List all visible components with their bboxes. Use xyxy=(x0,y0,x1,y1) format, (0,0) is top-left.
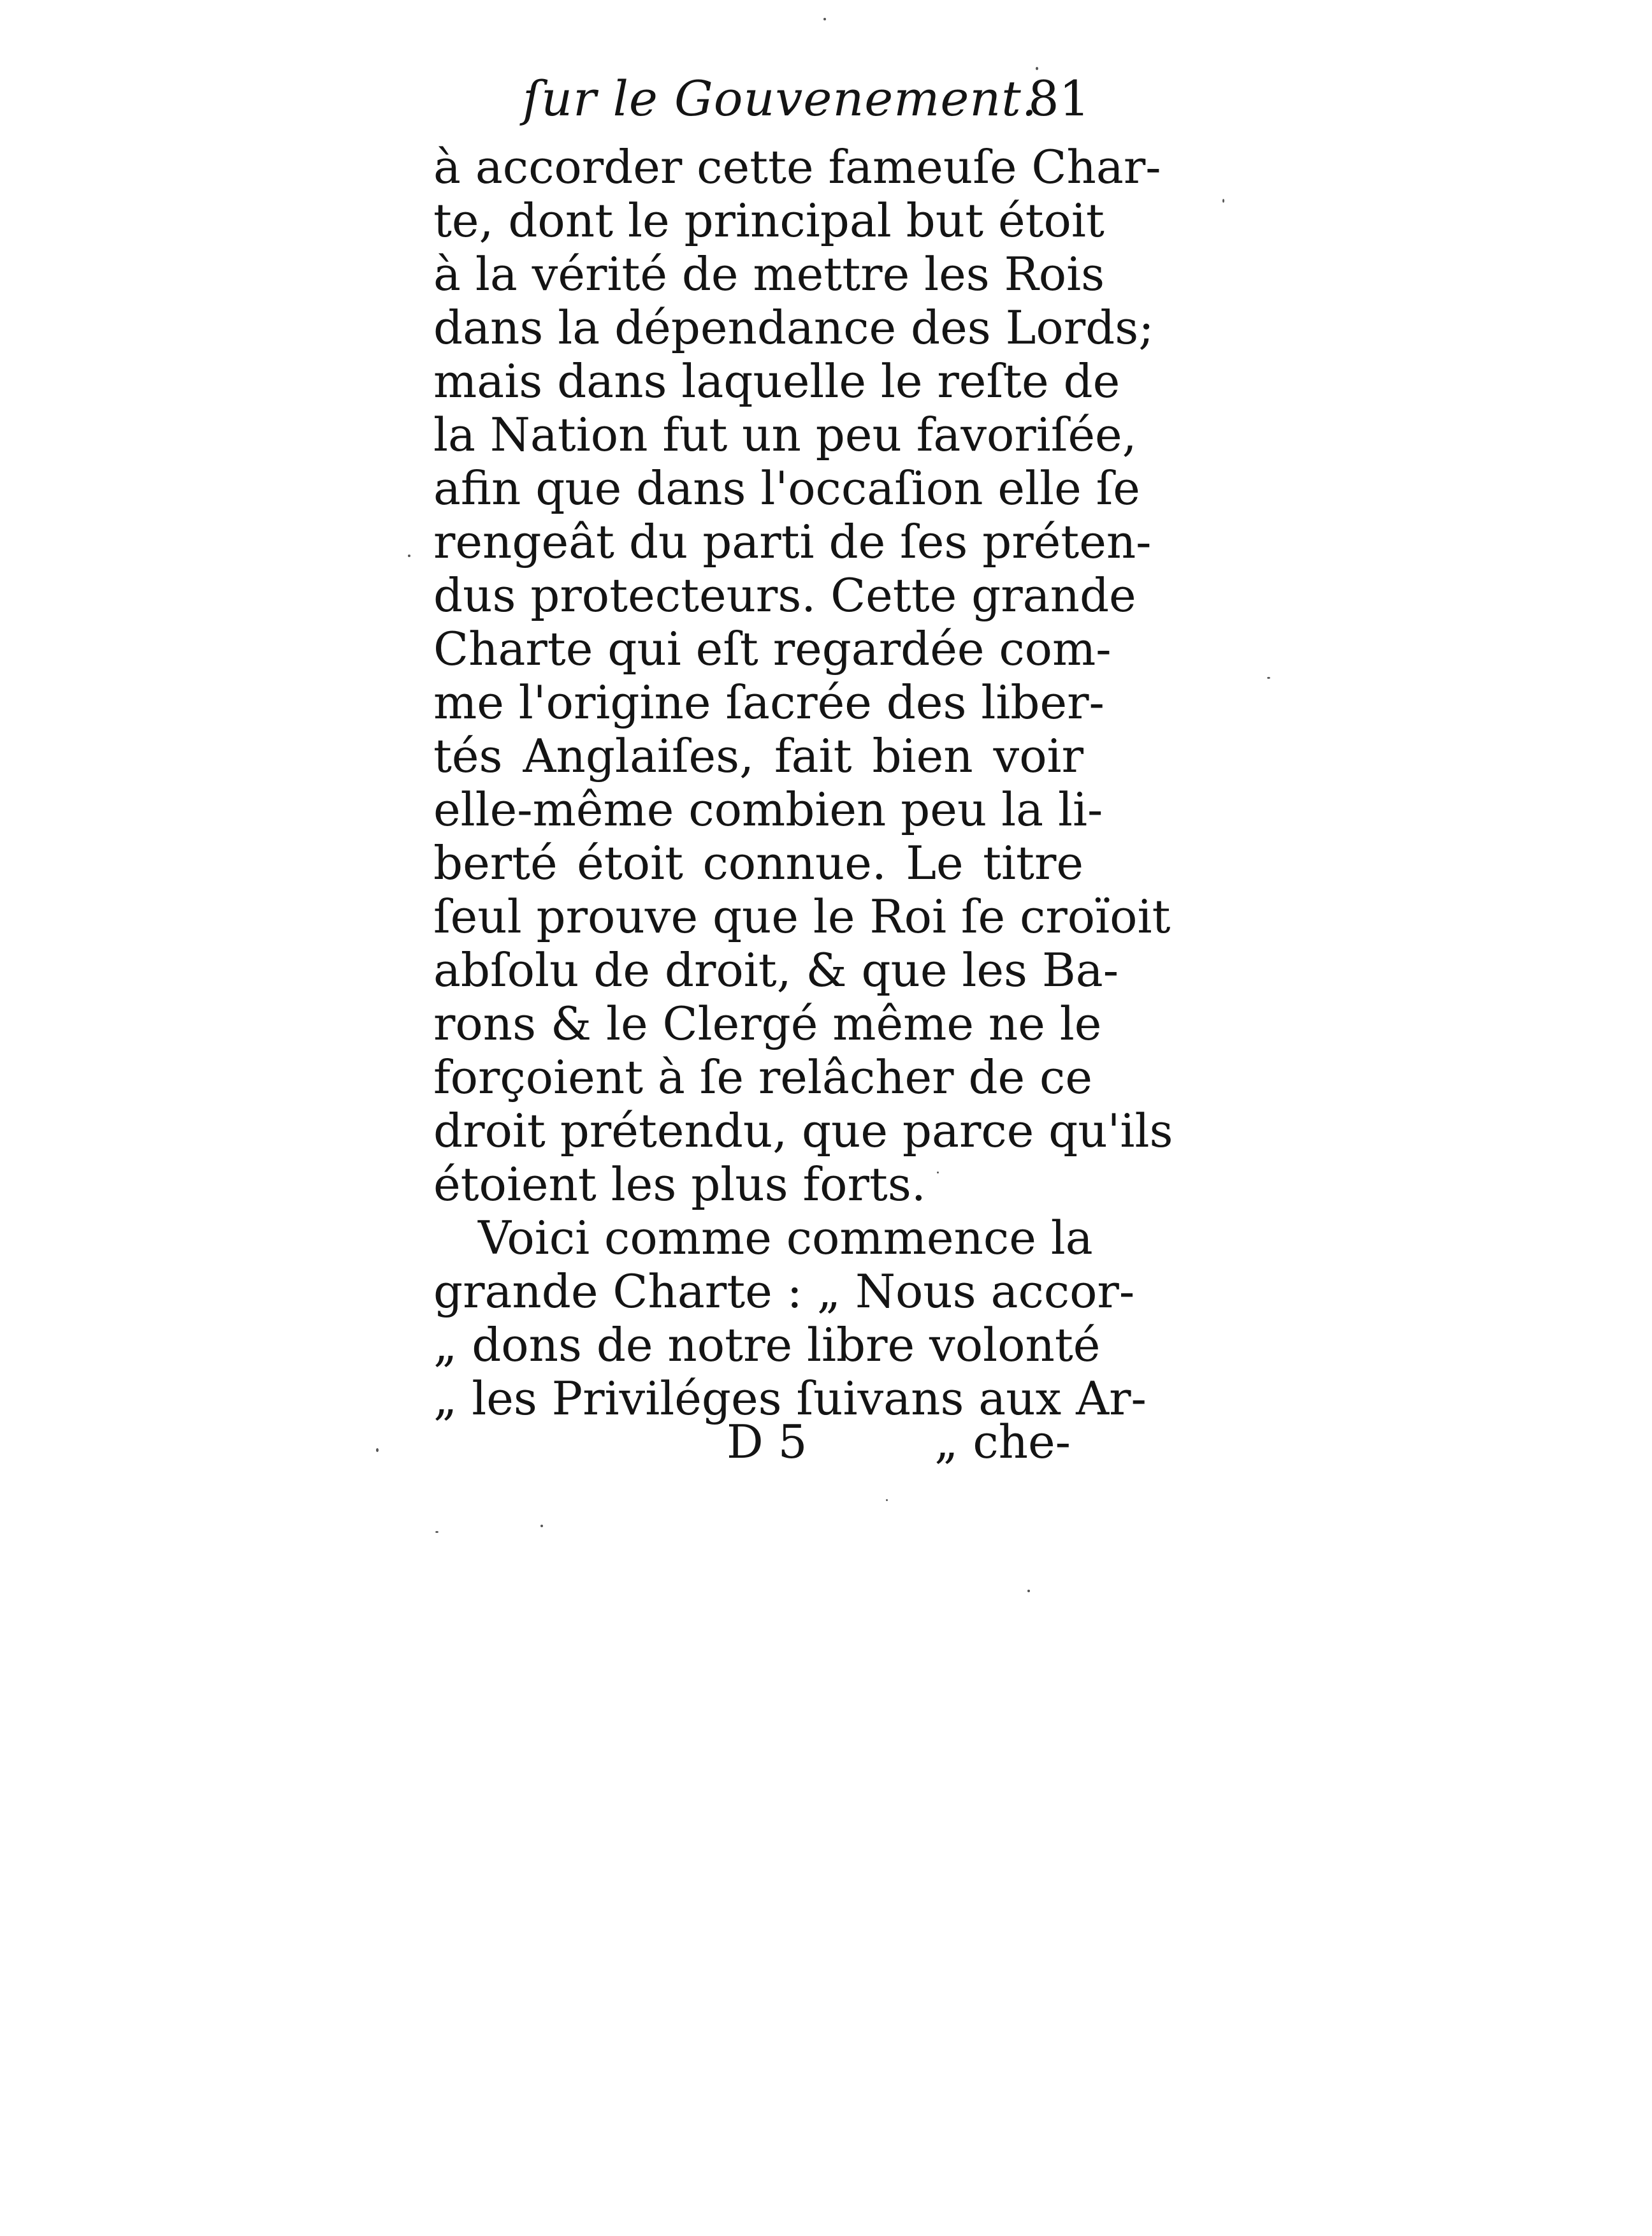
scan-speck xyxy=(540,1525,543,1527)
page-footer xyxy=(433,1415,1083,1472)
scan-speck xyxy=(1027,1590,1030,1592)
text-line: afin que dans l'occaſion elle ſe xyxy=(433,461,1140,515)
scan-speck xyxy=(408,555,410,557)
text-line: grande Charte : „ Nous accor- xyxy=(433,1265,1135,1318)
text-line: „ les Priviléges ſuivans aux Ar- xyxy=(433,1372,1147,1425)
paragraph-start-line: Voici comme commence la xyxy=(478,1211,1093,1265)
text-line: la Nation fut un peu favoriſée, xyxy=(433,408,1137,461)
body-text xyxy=(433,140,1173,1425)
scan-speck xyxy=(886,1499,888,1501)
page-header xyxy=(484,70,1096,147)
text-line: ſeul prouve que le Roi ſe croïoit xyxy=(433,890,1171,943)
running-title: ſur le Gouvenement. xyxy=(523,70,1038,127)
text-line: Charte qui eſt regardée com- xyxy=(433,622,1112,676)
scan-speck xyxy=(376,1448,379,1452)
text-line: „ dons de notre libre volonté xyxy=(433,1318,1101,1372)
page-number: 81 xyxy=(1028,70,1090,127)
text-line: me l'origine ſacrée des liber- xyxy=(433,676,1105,729)
text-line: berté étoit connue. Le titre xyxy=(433,836,1083,890)
scan-speck xyxy=(1267,677,1270,679)
text-line: à accorder cette fameuſe Char- xyxy=(433,140,1161,194)
text-line: forçoient à ſe relâcher de ce xyxy=(433,1050,1092,1104)
text-line: dans la dépendance des Lords; xyxy=(433,301,1154,354)
text-line: elle-même combien peu la li- xyxy=(433,783,1103,836)
signature-mark: D 5 xyxy=(727,1415,808,1469)
scan-speck xyxy=(435,1531,438,1533)
text-line: rons & le Clergé même ne le xyxy=(433,997,1102,1050)
text-line: rengeât du parti de ſes préten- xyxy=(433,515,1152,569)
text-line: dus protecteurs. Cette grande xyxy=(433,569,1136,622)
scan-speck xyxy=(1222,199,1224,203)
text-line: te, dont le principal but étoit xyxy=(433,194,1105,247)
paragraph-end-line: étoient les plus forts. xyxy=(433,1158,926,1211)
catchword: „ che- xyxy=(934,1415,1071,1469)
scan-speck xyxy=(937,1172,939,1173)
text-line: abſolu de droit, & que les Ba- xyxy=(433,943,1119,997)
text-line: à la vérité de mettre les Rois xyxy=(433,247,1105,301)
scan-speck xyxy=(1036,67,1038,70)
text-line: droit prétendu, que parce qu'ils xyxy=(433,1104,1173,1158)
scan-speck xyxy=(823,18,826,20)
text-line: mais dans laquelle le reſte de xyxy=(433,354,1120,408)
text-line: tés Anglaiſes, fait bien voir xyxy=(433,729,1083,783)
